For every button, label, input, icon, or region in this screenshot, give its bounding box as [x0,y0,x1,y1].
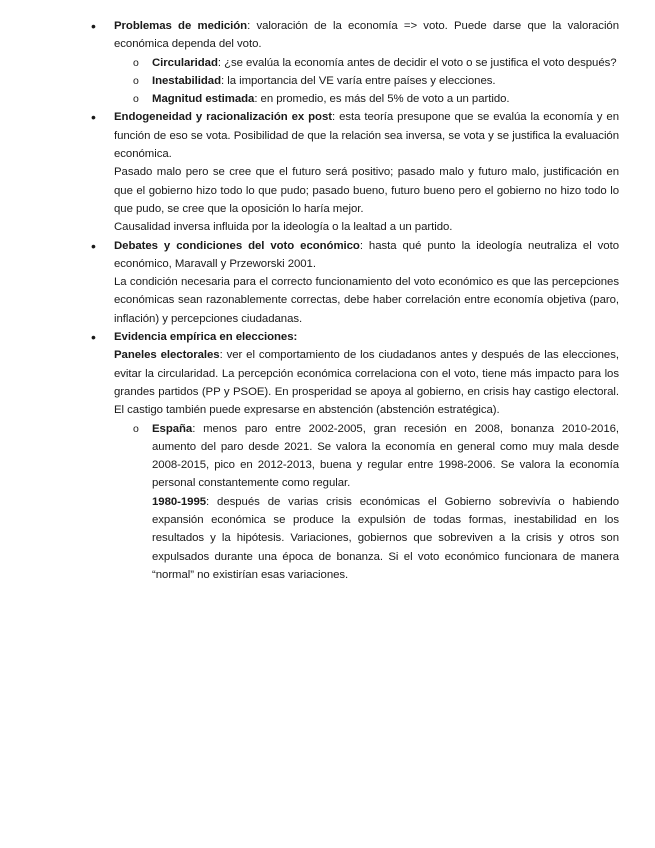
bullet-icon: • [91,109,96,126]
paragraph [152,72,619,90]
sub-item-espana [114,420,619,585]
list-item-problemas-medicion [0,17,655,108]
circle-bullet-icon: o [133,56,139,69]
item-title: Magnitud estimada [152,93,255,106]
paragraph [152,54,619,72]
item-title: Paneles electorales [114,349,220,362]
list-item-debates-condiciones [0,237,655,328]
item-title: Debates y condiciones del voto económico [114,239,360,252]
paragraph: Pasado malo pero se cree que el futuro será positivo; pasado malo y futuro malo, justificación en que el gobierno hizo todo lo que pudo; pasado bueno, futuro bueno pero el gobierno no hizo todo lo que pudo, se cree que la oposición lo haría mejor. [114,166,619,215]
item-body: : ver el comportamiento de los ciudadanos antes y después de las elecciones, evitar la circularidad. La percepción económica correlaciona con el voto, tiene más impacto para los grandes partidos (PP y PSOE). En prosperidad se apoya al gobierno, en crisis hay castigo electoral. El castigo también puede expresarse en abstención (abstención estratégica). [114,349,619,417]
item-body: : valoración de la economía => voto. Puede darse que la valoración económica dependa del voto. [114,20,619,51]
item-body: : menos paro entre 2002-2005, gran recesión en 2008, bonanza 2010-2016, aumento del paro desde 2021. Se valora la economía en general como muy mala desde 2008-2015, pico en 2012-2013, buena y regular entre 1998-2006. Se valora la economía personal constantemente como regular. [152,422,619,490]
sub-item-circularidad [114,54,619,72]
paragraph [152,420,619,493]
item-title: España [152,422,193,435]
paragraph [114,237,619,274]
bullet-icon: • [91,329,96,346]
sub-bullet-list [114,54,619,109]
paragraph [114,108,619,163]
paragraph [114,328,619,346]
sub-bullet-list [114,420,619,585]
circle-bullet-icon: o [133,422,139,435]
bullet-icon: • [91,18,96,34]
item-body: : en promedio, es más del 5% de voto a un partido. [254,93,510,106]
paragraph [152,90,619,108]
item-body: : ¿se evalúa la economía antes de decidir el voto o se justifica el voto después? [217,56,617,69]
circle-bullet-icon: o [133,74,139,87]
list-item-evidencia-empirica [0,328,655,584]
item-body: : la importancia del VE varía entre países y elecciones. [220,74,496,87]
item-body: : después de varias crisis económicas el Gobierno sobrevivía o habiendo expansión económica se produce la expulsión de todas formas, inestabilidad en los resultados y la hipótesis. Variaciones, gobiernos que sobreviven a la crisis y otros son expulsados durante una época de bonanza. Si el voto económico funcionara de manera “normal” no existirían esas variaciones. [152,495,619,581]
item-title: Evidencia empírica en elecciones: [114,331,298,344]
sub-item-magnitud-estimada [114,90,619,108]
main-bullet-list [0,17,655,584]
bullet-icon: • [91,237,96,254]
item-title: 1980-1995 [152,495,207,508]
list-item-endogeneidad [0,108,655,236]
item-title: Endogeneidad y racionalización ex post [114,111,332,124]
item-title: Problemas de medición [114,20,248,32]
item-body: : hasta qué punto la ideología neutraliza el voto económico, Maravall y Przeworski 2001. [114,239,619,270]
item-title: Circularidad [152,56,218,69]
paragraph [152,493,619,584]
paragraph [114,346,619,419]
circle-bullet-icon: o [133,93,139,106]
document-content [0,17,655,584]
sub-item-inestabilidad [114,72,619,90]
item-title: Inestabilidad [152,74,221,87]
item-body: : esta teoría presupone que se evalúa la economía y en función de eso se vota. Posibilidad de que la relación sea inversa, se vota y se justifica la evaluación económica. [114,111,619,161]
paragraph [114,17,619,54]
paragraph: Causalidad inversa influida por la ideología o la lealtad a un partido. [114,221,453,234]
paragraph: La condición necesaria para el correcto funcionamiento del voto económico es que las percepciones económicas sean razonablemente correctas, debe haber correlación entre economía objetiva (paro, inflación) y percepciones ciudadanas. [114,276,619,325]
